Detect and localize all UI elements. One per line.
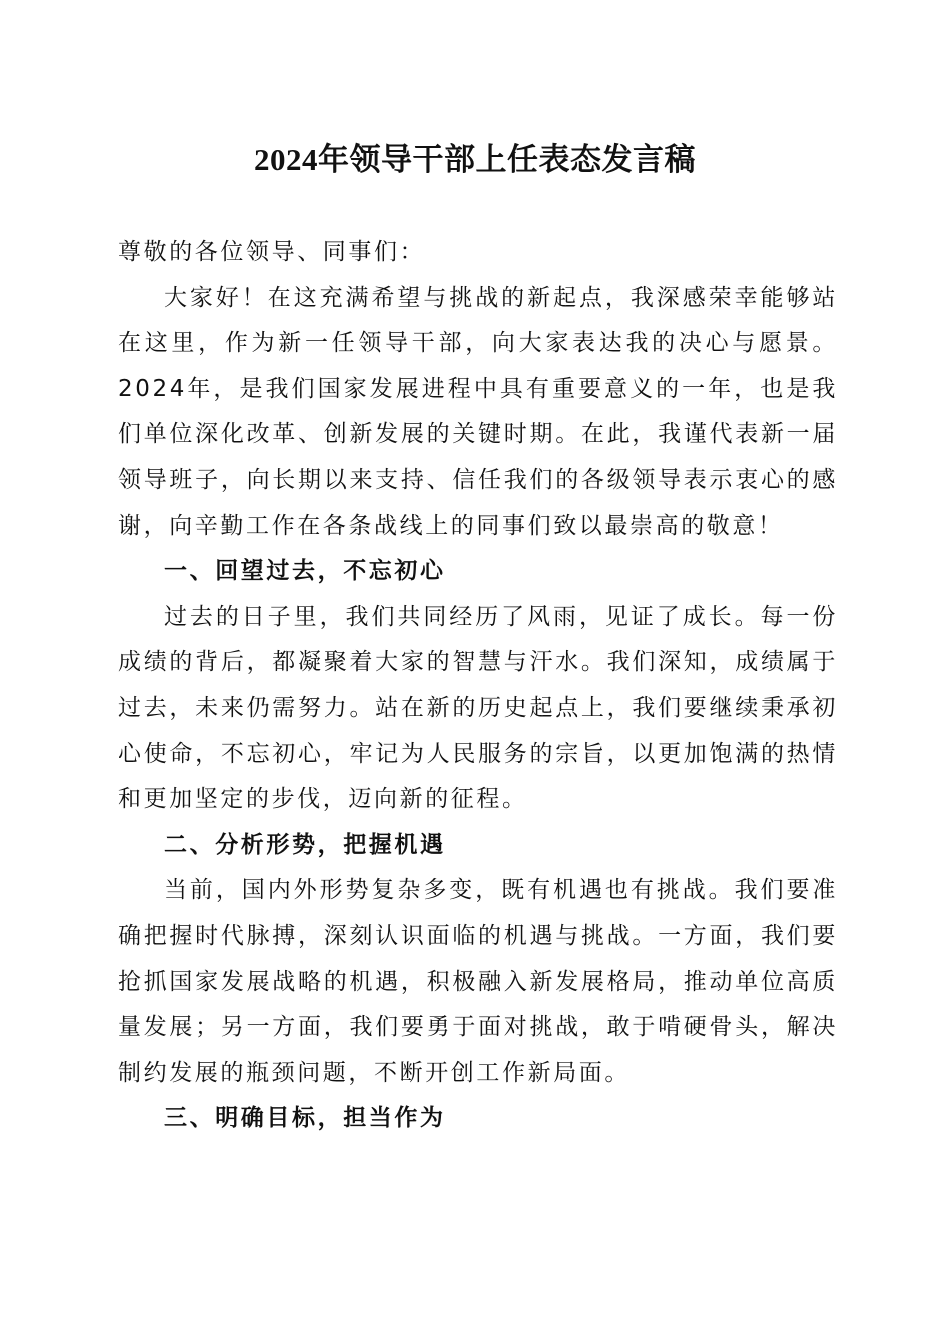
- document-title: 2024年领导干部上任表态发言稿: [254, 142, 696, 177]
- section-heading-3: 三、明确目标，担当作为: [164, 1105, 446, 1132]
- section-heading-1: 一、回望过去，不忘初心: [164, 558, 446, 585]
- section-text-1: 过去的日子里，我们共同经历了风雨，见证了成长。每一份成绩的背后，都凝聚着大家的智慧与汗水。我们深知，成绩属于过去，未来仍需努力。站在新的历史起点上，我们要继续秉承初心使命，不忘初心，牢记为人民服务的宗旨，以更加饱满的热情和更加坚定的步伐，迈向新的征程。: [118, 603, 838, 813]
- salutation: 尊敬的各位领导、同事们：: [118, 239, 426, 265]
- opening-paragraph: 大家好！在这充满希望与挑战的新起点，我深感荣幸能够站在这里，作为新一任领导干部，向大家表达我的决心与愿景。2024年，是我们国家发展进程中具有重要意义的一年，也是我们单位深化改革、创新发展的关键时期。在此，我谨代表新一届领导班子，向长期以来支持、信任我们的各级领导表示衷心的感谢，向辛勤工作在各条战线上的同事们致以最崇高的敬意！: [118, 284, 838, 539]
- section-heading-2: 二、分析形势，把握机遇: [164, 831, 446, 858]
- document-body: [118, 230, 838, 1142]
- section-text-2: 当前，国内外形势复杂多变，既有机遇也有挑战。我们要准确把握时代脉搏，深刻认识面临的机遇与挑战。一方面，我们要抢抓国家发展战略的机遇，积极融入新发展格局，推动单位高质量发展；另一方面，我们要勇于面对挑战，敢于啃硬骨头，解决制约发展的瓶颈问题，不断开创工作新局面。: [118, 877, 838, 1086]
